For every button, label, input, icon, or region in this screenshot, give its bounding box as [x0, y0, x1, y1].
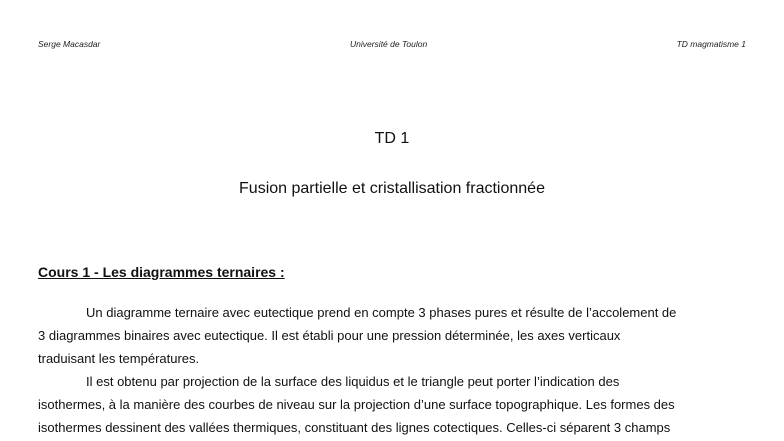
header-institution: Université de Toulon: [350, 39, 428, 49]
header-course: TD magmatisme 1: [676, 39, 746, 49]
paragraph-line: isothermes, à la manière des courbes de niveau sur la projection d’une surface topographique. Les formes des: [38, 397, 675, 412]
paragraph-line: traduisant les températures.: [38, 351, 200, 366]
header-author: Serge Macasdar: [38, 39, 101, 49]
document-title: Fusion partielle et cristallisation fractionnée: [239, 180, 545, 197]
section-title: Cours 1 - Les diagrammes ternaires :: [38, 264, 285, 280]
td-label: TD 1: [374, 130, 410, 147]
page-header: [38, 39, 746, 51]
paragraph-line: Il est obtenu par projection de la surface des liquidus et le triangle peut porter l’indication des: [86, 374, 620, 389]
paragraph-line: isothermes dessinent des vallées thermiques, constituant des lignes cotectiques. Celles-ci séparent 3 champs: [38, 420, 671, 435]
paragraph-line: Un diagramme ternaire avec eutectique prend en compte 3 phases pures et résulte de l’accolement de: [86, 305, 677, 320]
paragraph-line: 3 diagrammes binaires avec eutectique. Il est établi pour une pression déterminée, les axes verticaux: [38, 328, 621, 343]
